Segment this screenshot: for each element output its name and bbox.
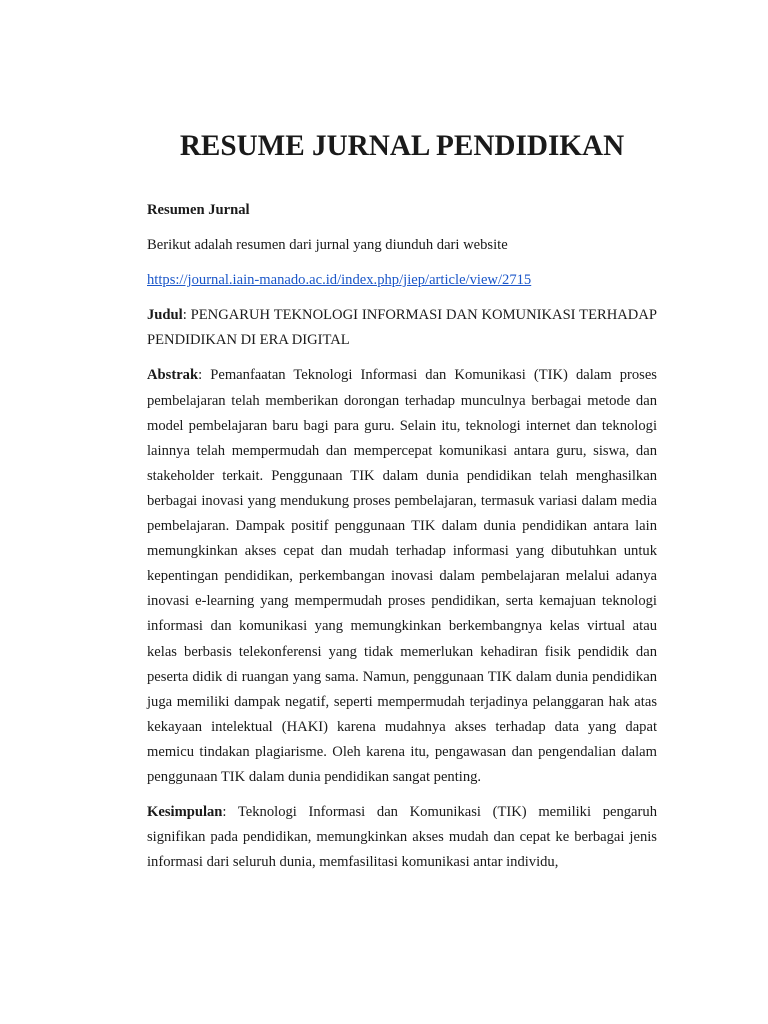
abstrak-text: : Pemanfaatan Teknologi Informasi dan Komunikasi (TIK) dalam proses pembelajaran telah memberikan dorongan terhadap munculnya berbagai metode dan model pembelajaran baru bagi para guru. Selain itu, teknologi internet dan teknologi lainnya telah mempermudah dan mempercepat komunikasi antara guru, siswa, dan stakeholder terkait. Penggunaan TIK dalam dunia pendidikan telah menghasilkan berbagai inovasi yang mendukung proses pembelajaran, termasuk variasi dalam media pembelajaran. Dampak positif penggunaan TIK dalam dunia pendidikan antara lain memungkinkan akses cepat dan mudah terhadap informasi yang dibutuhkan untuk kepentingan pendidikan, perkembangan inovasi dalam pembelajaran melalui adanya inovasi e-learning yang mempermudah proses pendidikan, serta kemajuan teknologi informasi dan komunikasi yang memungkinkan berkembangnya kelas virtual atau kelas berbasis telekonferensi yang tidak memerlukan kehadiran fisik pendidik dan peserta didik di ruangan yang sama. Namun, penggunaan TIK dalam dunia pendidikan juga memiliki dampak negatif, seperti mempermudah terjadinya pelanggaran hak atas kekayaan intelektual (HAKI) karena mudahnya akses terhadap data yang dapat memicu tindakan plagiarisme. Oleh karena itu, pengawasan dan pengendalian dalam penggunaan TIK dalam dunia pendidikan sangat penting. (147, 367, 657, 785)
abstrak-label: Abstrak (147, 367, 199, 384)
judul-label: Judul (147, 307, 183, 324)
link-paragraph (147, 268, 657, 293)
document-body (147, 128, 657, 875)
section-heading: Resumen Jurnal (147, 202, 250, 218)
judul-text: : PENGARUH TEKNOLOGI INFORMASI DAN KOMUNIKASI TERHADAP PENDIDIKAN DI ERA DIGITAL (147, 307, 657, 349)
intro-paragraph: Berikut adalah resumen dari jurnal yang diunduh dari website (147, 237, 508, 254)
journal-link[interactable]: https://journal.iain-manado.ac.id/index.php/jiep/article/view/2715 (147, 272, 532, 289)
judul-paragraph (147, 303, 657, 353)
kesimpulan-paragraph (147, 800, 657, 875)
kesimpulan-text: : Teknologi Informasi dan Komunikasi (TIK) memiliki pengaruh signifikan pada pendidikan, memungkinkan akses mudah dan cepat ke berbagai jenis informasi dari seluruh dunia, memfasilitasi komunikasi antar individu, (147, 804, 657, 871)
document-title: RESUME JURNAL PENDIDIKAN (179, 130, 625, 162)
abstrak-paragraph (147, 363, 657, 790)
kesimpulan-label: Kesimpulan (147, 804, 223, 821)
